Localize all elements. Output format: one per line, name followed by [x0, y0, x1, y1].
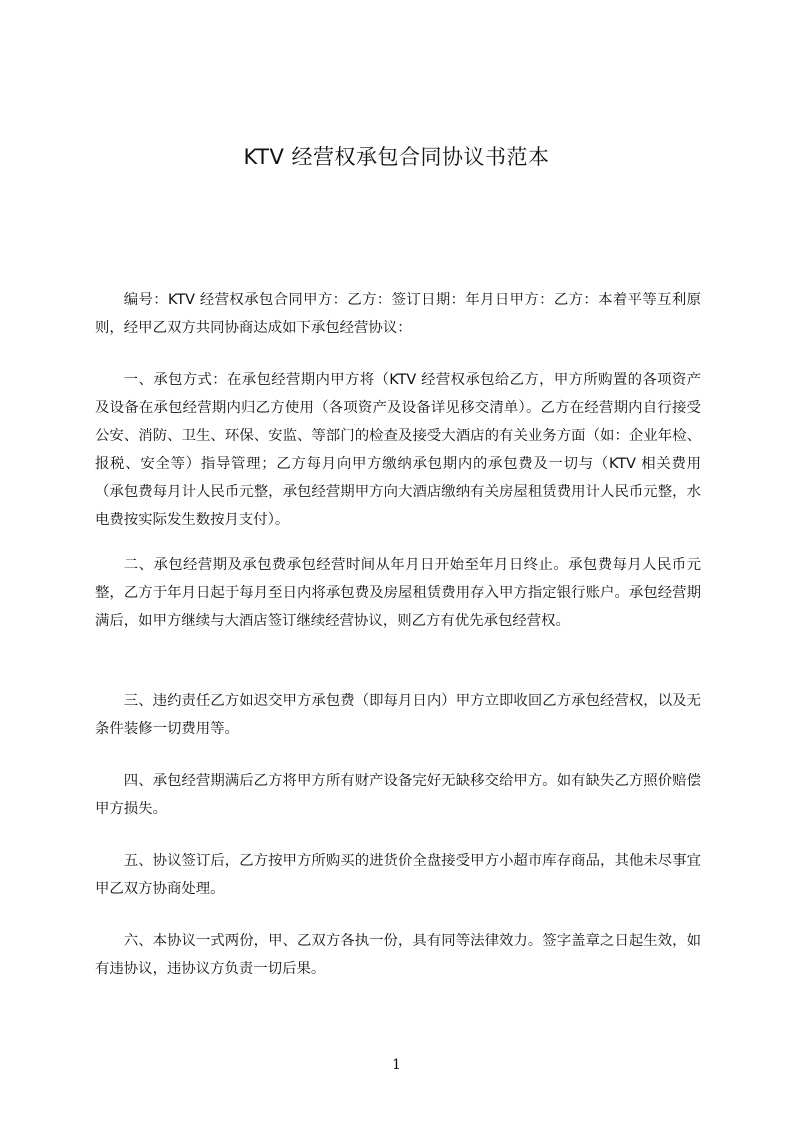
- paragraph-clause-2: 二、承包经营期及承包费承包经营时间从年月日开始至年月日终止。承包费每月人民币元整，乙方于年月日起于每月至日内将承包费及房屋租赁费用存入甲方指定银行账户。承包经营期满后，如甲方继续与大酒店签订继续经营协议，则乙方有优先承包经营权。: [95, 557, 701, 629]
- paragraph-clause-5: 五、协议签订后，乙方按甲方所购买的进货价全盘接受甲方小超市库存商品，其他未尽事宜甲乙双方协商处理。: [95, 853, 701, 897]
- document-title: KTV 经营权承包合同协议书范本: [243, 145, 550, 169]
- page-number: 1: [392, 1057, 401, 1073]
- paragraph-clause-1: 一、承包方式：在承包经营期内甲方将（KTV 经营权承包给乙方，甲方所购置的各项资产及设备在承包经营期内归乙方使用（各项资产及设备详见移交清单）。乙方在经营期内自行接受公安、消防、卫生、环保、安监、等部门的检查及接受大酒店的有关业务方面（如：企业年检、报税、安全等）指导管理；乙方每月向甲方缴纳承包期内的承包费及一切与（KTV 相关费用（承包费每月计人民币元整，承包经营期甲方向大酒店缴纳有关房屋租赁费用计人民币元整，水电费按实际发生数按月支付）。: [95, 372, 701, 528]
- paragraph-clause-3: 三、违约责任乙方如迟交甲方承包费（即每月日内）甲方立即收回乙方承包经营权，以及无条件装修一切费用等。: [95, 693, 701, 737]
- paragraph-clause-4: 四、承包经营期满后乙方将甲方所有财产设备完好无缺移交给甲方。如有缺失乙方照价赔偿甲方损失。: [95, 773, 701, 817]
- paragraph-clause-6: 六、本协议一式两份，甲、乙双方各执一份，具有同等法律效力。签字盖章之日起生效，如有违协议，违协议方负责一切后果。: [95, 933, 701, 977]
- paragraph-preamble: 编号：KTV 经营权承包合同甲方：乙方：签订日期：年月日甲方：乙方：本着平等互利原则，经甲乙双方共同协商达成如下承包经营协议：: [95, 292, 701, 336]
